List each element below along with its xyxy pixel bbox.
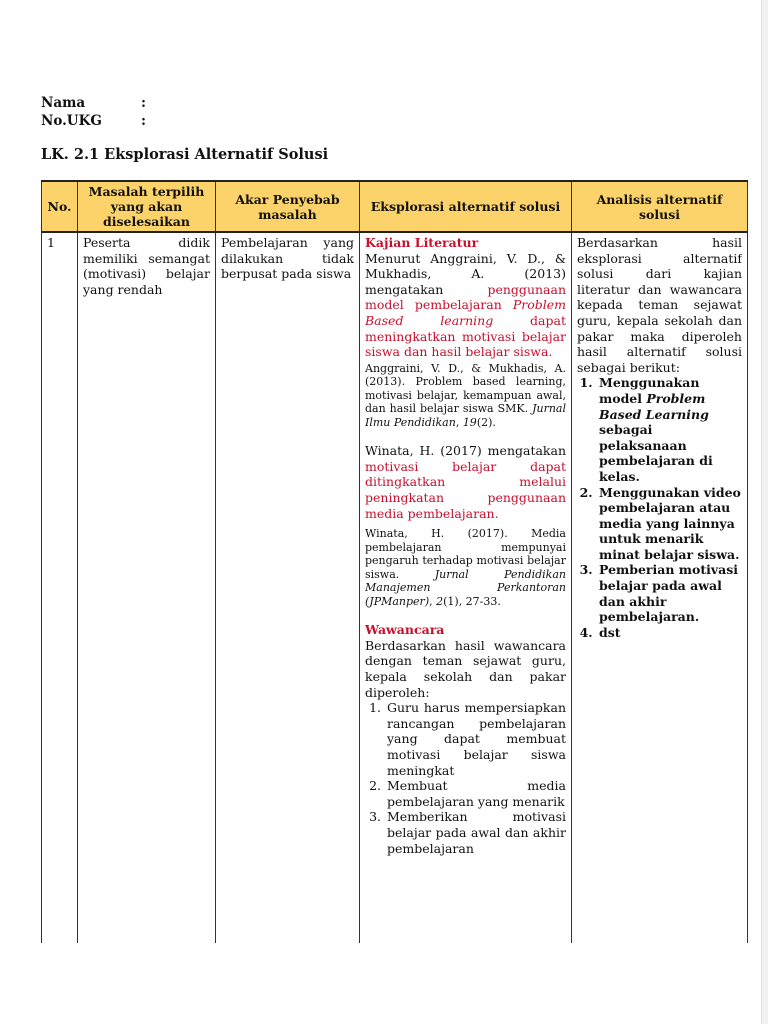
table-row [42, 232, 748, 943]
header-eksplorasi: Eksplorasi alternatif solusi [360, 181, 572, 232]
wawancara-heading: Wawancara [365, 622, 445, 638]
header-no: No. [42, 181, 78, 232]
cell-masalah: Peserta didik memiliki semangat (motivasi) belajar yang rendah [78, 232, 216, 943]
list-item: 2. Membuat media pembelajaran yang menarik [385, 778, 566, 809]
analisis-intro: Berdasarkan hasil eksplorasi alternatif solusi dari kajian literatur dan wawancara kepada teman sejawat guru, kepala sekolah dan pakar maka diperoleh hasil alternatif solusi sebagai berikut: [577, 235, 742, 375]
list-item: 1. Menggunakan model Problem Based Learning sebagai pelaksanaan pembelajaran di kelas. [597, 375, 742, 484]
cell-no: 1 [42, 232, 78, 943]
reference-1: Anggraini, V. D., & Mukhadis, A. (2013). Problem based learning, motivasi belajar, kemampuan awal, dan hasil belajar siswa SMK. Jurnal Ilmu Pendidikan, 19(2). [365, 361, 566, 429]
ukg-label: No.UKG [41, 113, 102, 129]
list-item: 4. dst [597, 625, 742, 641]
list-item: 2. Menggunakan video pembelajaran atau media yang lainnya untuk menarik minat belajar siswa. [597, 485, 742, 563]
nama-label: Nama [41, 95, 86, 111]
document-title: LK. 2.1 Eksplorasi Alternatif Solusi [41, 146, 329, 163]
wawancara-list [365, 700, 566, 856]
literature-paragraph-1: Menurut Anggraini, V. D., & Mukhadis, A. (2013) mengatakan penggunaan model pembelajaran Problem Based learning dapat meningkatkan motivasi belajar siswa dan hasil belajar siswa. [365, 250, 566, 360]
list-item: 3. Memberikan motivasi belajar pada awal dan akhir pembelajaran [385, 809, 566, 856]
header-masalah: Masalah terpilih yang akan diselesaikan [78, 181, 216, 232]
page-edge [761, 0, 768, 1024]
reference-2: Winata, H. (2017). Media pembelajaran mempunyai pengaruh terhadap motivasi belajar siswa. Jurnal Pendidikan Manajemen Perkantoran (JPManper), 2(1), 27-33. [365, 527, 566, 608]
literature-paragraph-2: Winata, H. (2017) mengatakan motivasi belajar dapat ditingkatkan melalui peningkatan penggunaan media pembelajaran. [365, 443, 566, 521]
header-akar: Akar Penyebab masalah [216, 181, 360, 232]
list-item: 3. Pemberian motivasi belajar pada awal dan akhir pembelajaran. [597, 562, 742, 624]
list-item: 1. Guru harus mempersiapkan rancangan pembelajaran yang dapat membuat motivasi belajar siswa meningkat [385, 700, 566, 778]
analisis-list [577, 375, 742, 640]
cell-analisis [572, 232, 748, 943]
identity-header [41, 94, 146, 130]
wawancara-intro: Berdasarkan hasil wawancara dengan teman sejawat guru, kepala sekolah dan pakar diperoleh: [365, 637, 566, 700]
ukg-separator: : [141, 113, 146, 129]
nama-row [41, 94, 146, 112]
cell-eksplorasi [360, 232, 572, 943]
ukg-row [41, 112, 146, 130]
solution-table [41, 180, 748, 943]
table-header-row [42, 181, 748, 232]
kajian-heading: Kajian Literatur [365, 235, 479, 250]
cell-akar: Pembelajaran yang dilakukan tidak berpusat pada siswa [216, 232, 360, 943]
header-analisis: Analisis alternatif solusi [572, 181, 748, 232]
nama-separator: : [141, 95, 146, 111]
